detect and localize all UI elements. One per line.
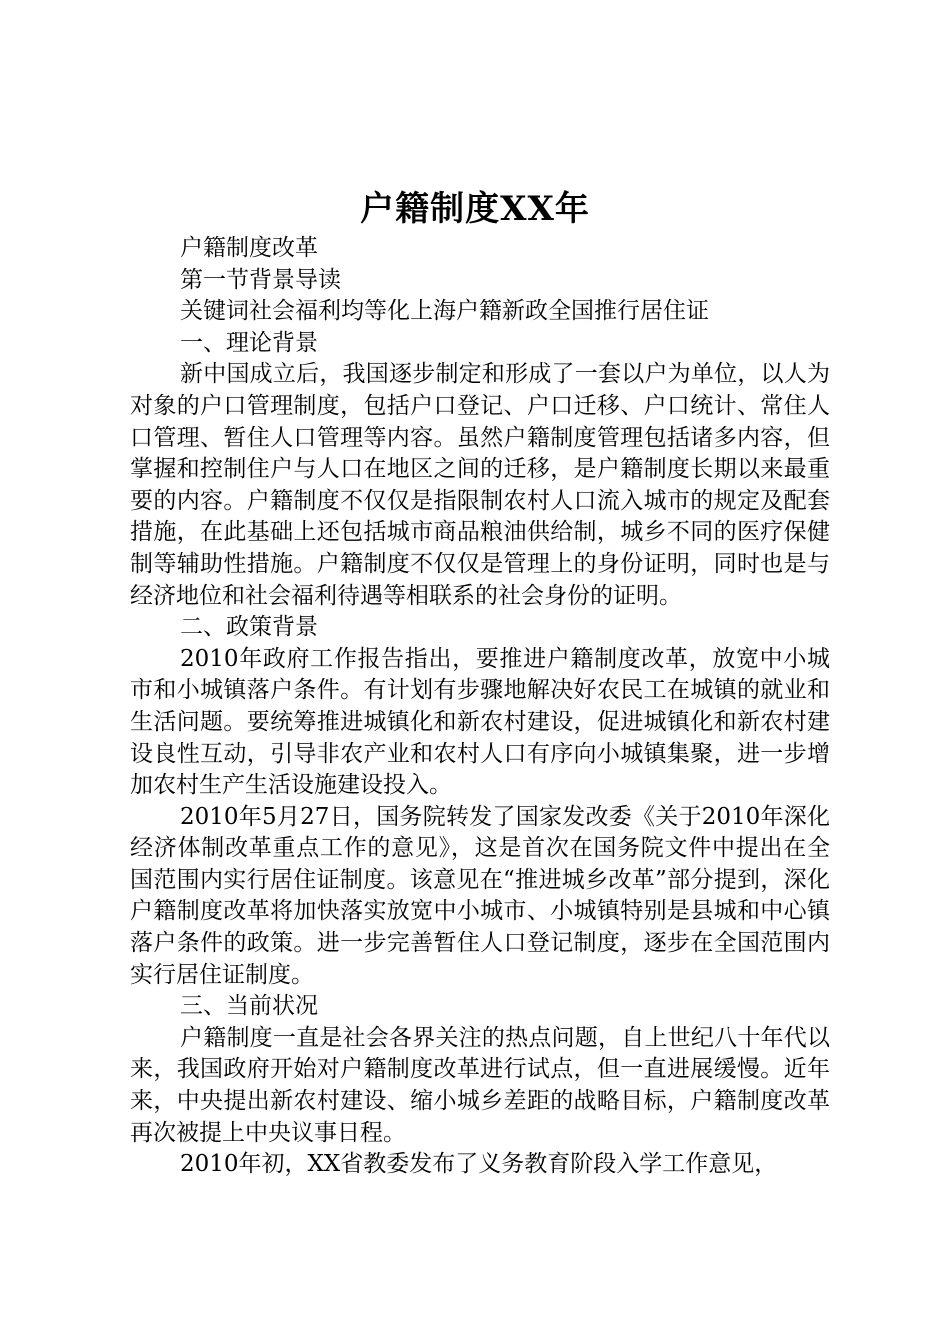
paragraph-current-status: 户籍制度一直是社会各界关注的热点问题，自上世纪八十年代以来，我国政府开始对户籍制度改革进行试点，但一直进展缓慢。近年来，中央提出新农村建设、缩小城乡差距的战略目标，户籍制度改革再次被提上中央议事日程。 [130,1024,830,1146]
document-title: 户籍制度XX年 [360,189,590,229]
document-body [130,233,830,1181]
paragraph-policy-state-council: 2010年5月27日，国务院转发了国家发改委《关于2010年深化经济体制改革重点工作的意见》，这是首次在国务院文件中提出在全国范围内实行居住证制度。该意见在“推进城乡改革”部分提到，深化户籍制度改革将加快落实放宽中小城市、小城镇特别是县城和中心镇落户条件的政策。进一步完善暂住人口登记制度，逐步在全国范围内实行居住证制度。 [130,803,830,988]
paragraph-theory: 新中国成立后，我国逐步制定和形成了一套以户为单位，以人为对象的户口管理制度，包括户口登记、户口迁移、户口统计、常住人口管理、暂住人口管理等内容。虽然户籍制度管理包括诸多内容，但掌握和控制住户与人口在地区之间的迁移，是户籍制度长期以来最重要的内容。户籍制度不仅仅是指限制农村人口流入城市的规定及配套措施，在此基础上还包括城市商品粮油供给制，城乡不同的医疗保健制等辅助性措施。户籍制度不仅仅是管理上的身份证明，同时也是与经济地位和社会福利待遇等相联系的社会身份的证明。 [130,361,830,609]
heading-policy-background: 二、政策背景 [180,614,318,641]
keywords-line: 关键词社会福利均等化上海户籍新政全国推行居住证 [180,298,709,325]
section-subheading: 第一节背景导读 [180,266,341,293]
section-heading: 户籍制度改革 [180,235,318,261]
heading-theory-background: 一、理论背景 [180,329,318,356]
paragraph-policy-2010-report: 2010年政府工作报告指出，要推进户籍制度改革，放宽中小城市和小城镇落户条件。有计划有步骤地解决好农民工在城镇的就业和生活问题。要统筹推进城镇化和新农村建设，促进城镇化和新农村建设良性互动，引导非农产业和农村人口有序向小城镇集聚，进一步增加农村生产生活设施建设投入。 [130,645,830,799]
paragraph-education-opinion: 2010年初，XX省教委发布了义务教育阶段入学工作意见， [180,1151,778,1178]
heading-current-status: 三、当前状况 [180,993,318,1020]
